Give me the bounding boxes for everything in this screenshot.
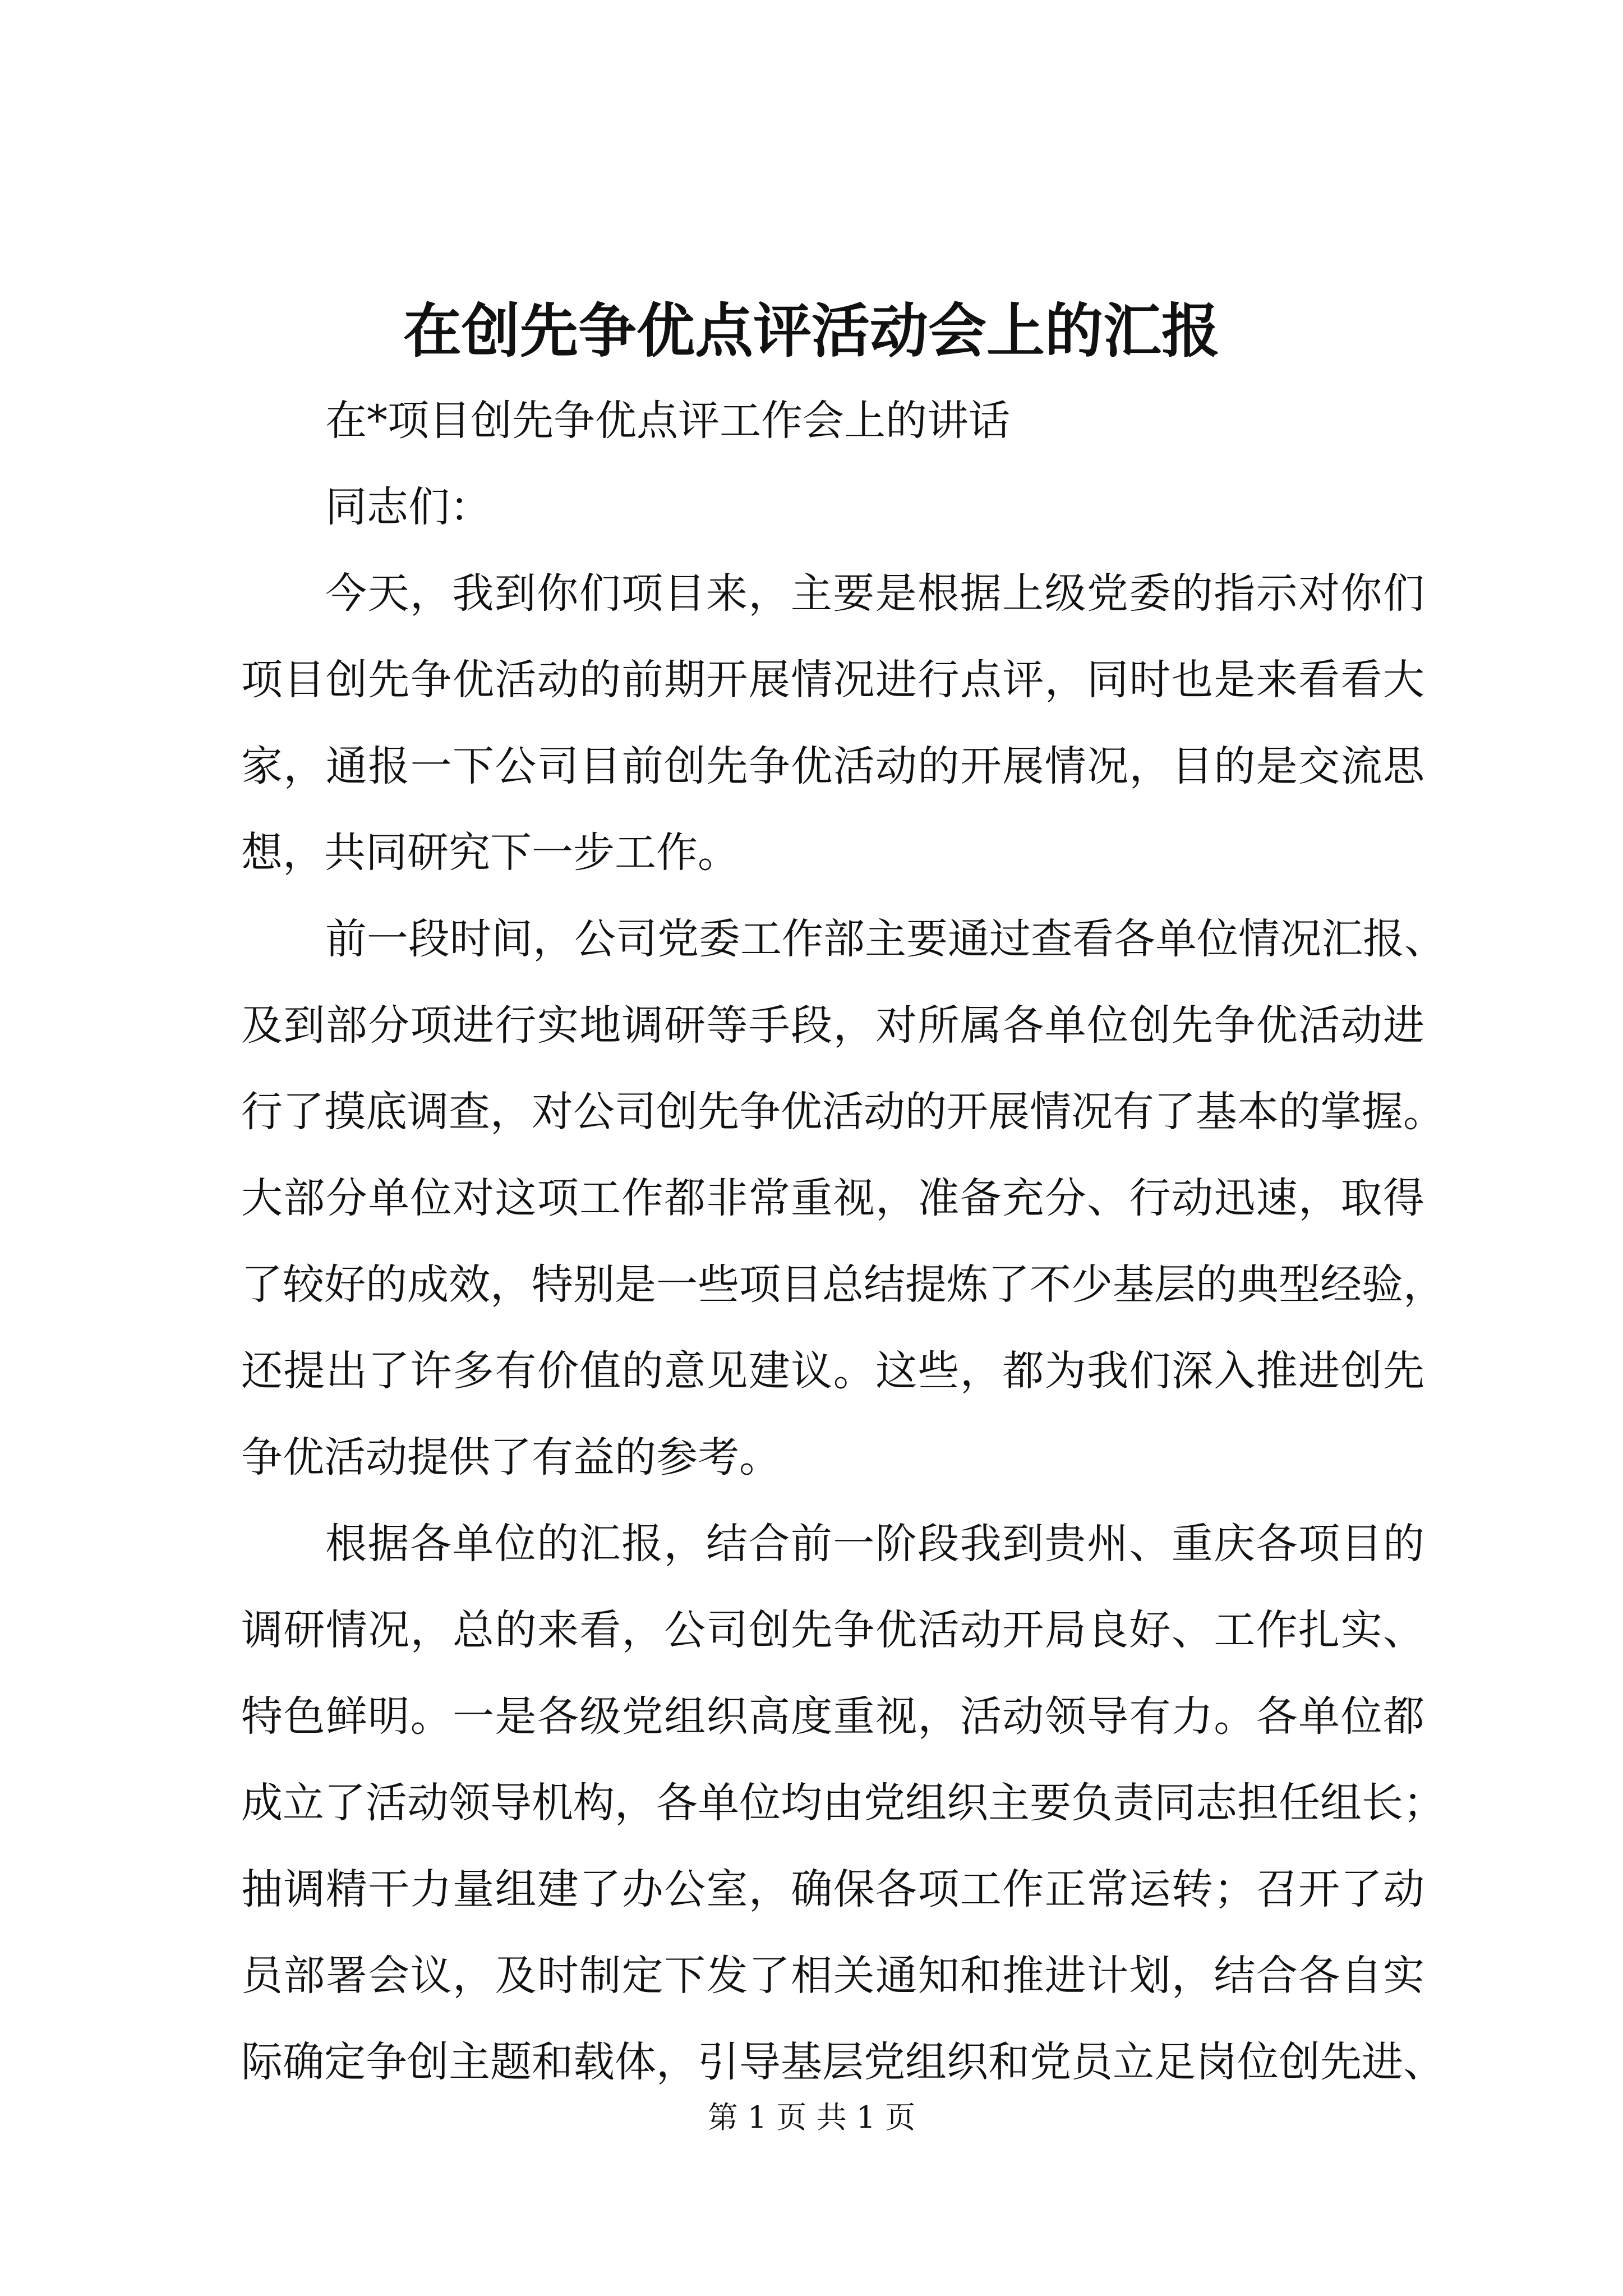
text-line: 际确定争创主题和载体，引导基层党组织和党员立足岗位创先进、 [241, 2038, 1445, 2086]
document-title: 在创先争优点评活动会上的汇报 [403, 296, 1220, 365]
text-line: 想，共同研究下一步工作。 [241, 829, 739, 877]
text-line: 家，通报一下公司目前创先争优活动的开展情况，目的是交流思 [241, 742, 1424, 790]
document-body [241, 387, 1446, 2115]
page-footer: 第 1 页 共 1 页 [707, 2100, 916, 2135]
text-line: 行了摸底调查，对公司创先争优活动的开展情况有了基本的掌握。 [241, 1088, 1445, 1136]
text-line: 前一段时间，公司党委工作部主要通过查看各单位情况汇报、 [325, 915, 1446, 963]
text-line: 根据各单位的汇报，结合前一阶段我到贵州、重庆各项目的 [325, 1520, 1424, 1568]
text-line: 抽调精干力量组建了办公室，确保各项工作正常运转；召开了动 [241, 1865, 1424, 1913]
text-line: 今天，我到你们项目来，主要是根据上级党委的指示对你们 [325, 569, 1424, 618]
text-line: 同志们： [325, 483, 491, 531]
text-line: 项目创先争优活动的前期开展情况进行点评，同时也是来看看大 [241, 656, 1424, 704]
text-line: 在*项目创先争优点评工作会上的讲话 [325, 397, 1010, 445]
text-line: 成立了活动领导机构，各单位均由党组织主要负责同志担任组长； [241, 1779, 1445, 1827]
text-line: 大部分单位对这项工作都非常重视，准备充分、行动迅速，取得 [241, 1174, 1424, 1222]
text-line: 调研情况，总的来看，公司创先争优活动开局良好、工作扎实、 [241, 1606, 1424, 1654]
text-line: 特色鲜明。一是各级党组织高度重视，活动领导有力。各单位都 [241, 1692, 1424, 1741]
text-line: 还提出了许多有价值的意见建议。这些，都为我们深入推进创先 [241, 1347, 1424, 1395]
text-line: 争优活动提供了有益的参考。 [241, 1433, 781, 1481]
text-line: 及到部分项进行实地调研等手段，对所属各单位创先争优活动进 [241, 1001, 1424, 1050]
text-line: 员部署会议，及时制定下发了相关通知和推进计划，结合各自实 [241, 1952, 1424, 2000]
text-line: 了较好的成效，特别是一些项目总结提炼了不少基层的典型经验， [241, 1260, 1445, 1309]
